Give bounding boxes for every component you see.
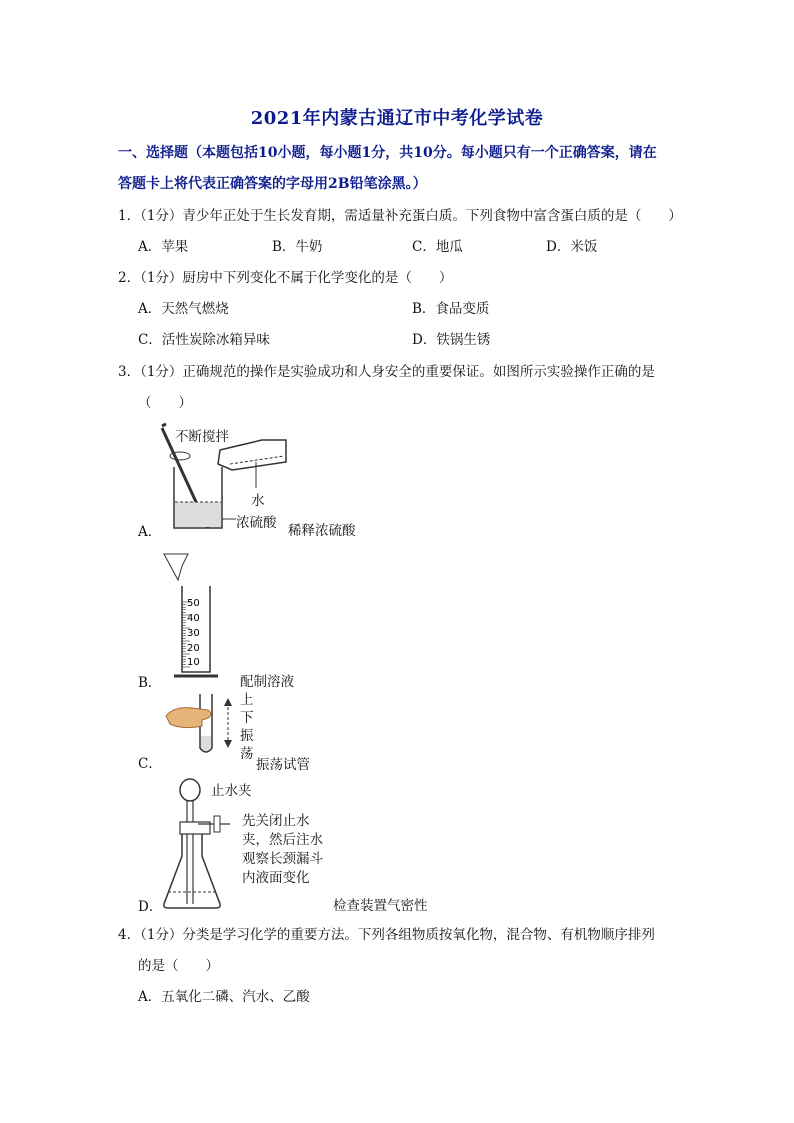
label-acid: 浓硫酸 xyxy=(236,515,277,531)
scale-40: 40 xyxy=(187,613,200,624)
label-stir: 不断搅拌 xyxy=(175,429,229,445)
note-line-3: 观察长颈漏斗 xyxy=(242,851,323,867)
test-tube-liquid xyxy=(201,736,211,751)
option-c-label: C． xyxy=(138,756,162,772)
note-line-2: 夹，然后注水 xyxy=(242,832,323,848)
q1-option-c: C．地瓜 xyxy=(412,239,463,255)
caption-a: 稀释浓硫酸 xyxy=(288,523,356,539)
question-3-stem: 3．（1分）正确规范的操作是实验成功和人身安全的重要保证。如图所示实验操作正确的是 xyxy=(118,364,655,380)
figure-b-cylinder xyxy=(160,550,240,685)
scale-20: 20 xyxy=(187,643,200,654)
note-line-4: 内液面变化 xyxy=(242,870,310,886)
note-line-1: 先关闭止水 xyxy=(242,813,310,829)
reagent-paper xyxy=(164,554,188,580)
beaker-a-liquid xyxy=(175,502,221,527)
q1-option-a: A．苹果 xyxy=(138,239,189,255)
vertical-char-3: 振 xyxy=(240,728,254,744)
section-header xyxy=(118,138,678,200)
q4-option-a: A．五氧化二磷、汽水、乙酸 xyxy=(138,989,310,1005)
q1-option-d: D．米饭 xyxy=(546,239,598,255)
scale-10: 10 xyxy=(187,657,200,668)
q2-option-b: B．食品变质 xyxy=(412,301,490,317)
vertical-label xyxy=(240,691,254,763)
exam-title: 2021年内蒙古通辽市中考化学试卷 xyxy=(250,108,544,129)
arrow-down-icon xyxy=(224,740,232,748)
stir-arrow xyxy=(170,452,190,460)
q2-option-d: D．铁锅生锈 xyxy=(412,332,491,348)
funnel-bulb xyxy=(180,779,200,801)
vertical-char-2: 下 xyxy=(240,710,254,726)
vertical-char-1: 上 xyxy=(240,692,254,708)
scale-30: 30 xyxy=(187,628,200,639)
note-d xyxy=(242,812,323,888)
water-clamp xyxy=(214,816,220,832)
q2-option-a: A．天然气燃烧 xyxy=(138,301,229,317)
q1-option-b: B．牛奶 xyxy=(272,239,323,255)
question-1-stem: 1．（1分）青少年正处于生长发育期，需适量补充蛋白质。下列食物中富含蛋白质的是（ ） xyxy=(118,208,682,224)
hand-icon xyxy=(166,708,211,728)
label-water: 水 xyxy=(251,493,265,509)
arrow-up-icon xyxy=(224,698,232,706)
question-3-paren: （ ） xyxy=(138,395,192,411)
question-4-stem-2: 的是（ ） xyxy=(138,958,219,974)
q2-option-c: C．活性炭除冰箱异味 xyxy=(138,332,270,348)
question-4-stem-1: 4．（1分）分类是学习化学的重要方法。下列各组物质按氧化物，混合物、有机物顺序排列 xyxy=(118,927,655,943)
caption-d: 检查装置气密性 xyxy=(333,898,428,914)
option-d-label: D． xyxy=(138,899,163,915)
figure-c-shaking xyxy=(162,692,242,762)
scale-50: 50 xyxy=(187,598,200,609)
conical-flask xyxy=(164,834,220,908)
option-a-label: A． xyxy=(138,524,162,540)
vertical-char-4: 荡 xyxy=(240,746,254,762)
caption-c: 振荡试管 xyxy=(256,757,310,773)
section-line-2: 答题卡上将代表正确答案的字母用2B铅笔涂黑。） xyxy=(118,176,427,192)
question-2-stem: 2．（1分）厨房中下列变化不属于化学变化的是（ ） xyxy=(118,270,453,286)
option-b-label: B． xyxy=(138,675,162,691)
glass-rod-top xyxy=(162,424,166,426)
section-line-1: 一、选择题（本题包括10小题，每小题1分，共10分。每小题只有一个正确答案，请在 xyxy=(118,145,657,161)
caption-b: 配制溶液 xyxy=(240,674,294,690)
label-clamp: 止水夹 xyxy=(211,783,252,799)
